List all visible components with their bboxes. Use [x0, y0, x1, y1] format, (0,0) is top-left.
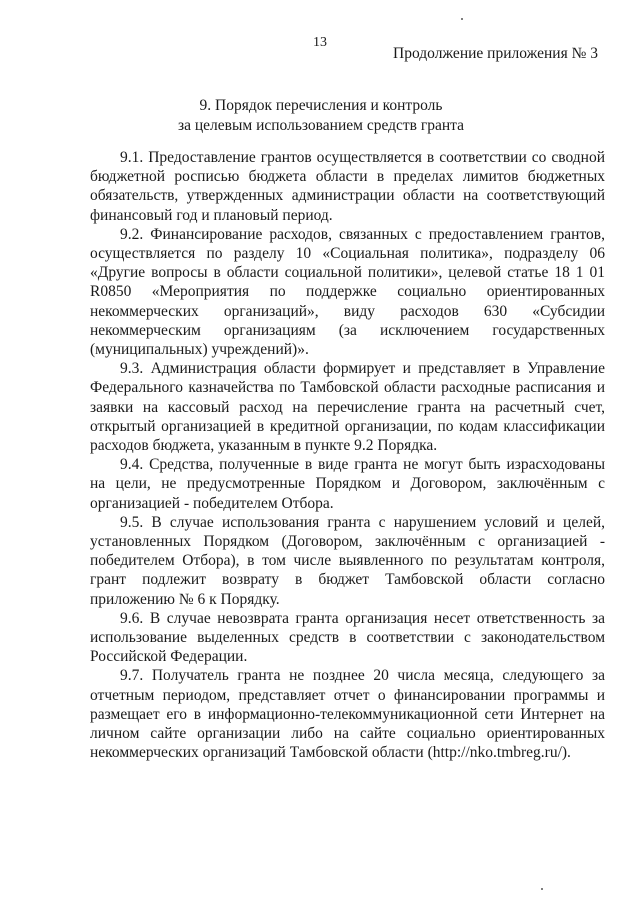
appendix-continuation-note: Продолжение приложения № 3	[393, 45, 598, 62]
page-number: 13	[313, 35, 327, 50]
paragraph-9-5: 9.5. В случае использования гранта с нарушением условий и целей, установленных Порядком (Договором, заключённым с организацией - победителем Отбора), в том числе выявленного по результатам контроля, грант подлежит возврату в бюджет Тамбовской области согласно приложению № 6 к Порядку.	[90, 513, 605, 608]
section-title-line-2: за целевым использованием средств гранта	[178, 117, 464, 134]
section-title-line-1: 9. Порядок перечисления и контроль	[199, 97, 443, 114]
document-body	[90, 148, 605, 763]
scan-speck	[541, 888, 543, 890]
paragraph-9-4: 9.4. Средства, полученные в виде гранта не могут быть израсходованы на цели, не предусмотренные Порядком и Договором, заключённым с организацией - победителем Отбора.	[90, 456, 605, 512]
paragraph-9-7: 9.7. Получатель гранта не позднее 20 числа месяца, следующего за отчетным периодом, представляет отчет о финансировании программы и размещает его в информационно-телекоммуникационной сети Интернет на личном сайте организации либо на сайте социально ориентированных некоммерческих организаций Тамбовской области (http://nko.tmbreg.ru/).	[90, 667, 605, 762]
paragraph-9-2: 9.2. Финансирование расходов, связанных с предоставлением грантов, осуществляется по разделу 10 «Социальная политика», подразделу 06 «Другие вопросы в области социальной политики», целевой статье 18 1 01 R0850 «Мероприятия по поддержке социально ориентированных некоммерческих организаций», виду расходов 630 «Субсидии некоммерческим организациям (за исключением государственных (муниципальных) учреждений)».	[90, 225, 605, 359]
section-title	[90, 96, 552, 136]
paragraph-9-3: 9.3. Администрация области формирует и представляет в Управление Федерального казначейства по Тамбовской области расходные расписания и заявки на кассовый расход на перечисление гранта на расчетный счет, открытый организацией в кредитной организации, по кодам классификации расходов бюджета, указанным в пункте 9.2 Порядка.	[90, 360, 605, 455]
paragraph-9-1: 9.1. Предоставление грантов осуществляется в соответствии со сводной бюджетной росписью бюджета области в пределах лимитов бюджетных обязательств, утвержденных администрации области на соответствующий финансовый год и плановый период.	[90, 149, 605, 224]
scan-speck	[461, 18, 463, 20]
paragraph-9-6: 9.6. В случае невозврата гранта организация несет ответственность за использование выделенных средств в соответствии с законодательством Российской Федерации.	[90, 609, 605, 666]
